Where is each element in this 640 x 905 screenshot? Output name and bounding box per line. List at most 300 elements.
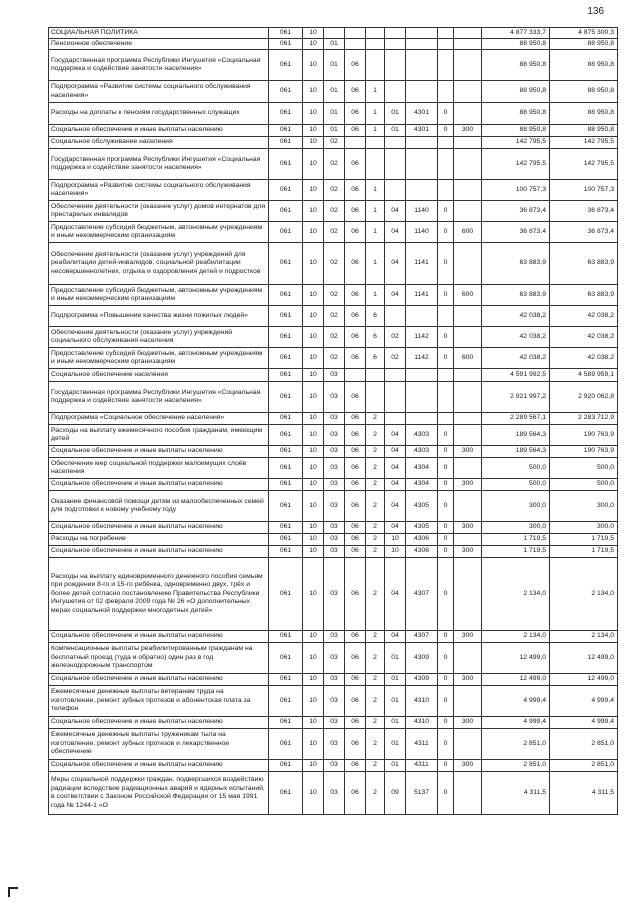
expense-type-cell: 300: [454, 546, 482, 558]
extra-code-cell: 0: [438, 125, 454, 137]
ministry-code-cell: 061: [269, 760, 303, 772]
amount-2-cell: 4 311,5: [550, 772, 618, 815]
row-name-cell: Подпрограмма «Развитие системы социального обслуживания населения»: [49, 81, 269, 103]
subprogram-code-cell: [366, 137, 385, 149]
subprogram-code-cell: 2: [366, 458, 385, 479]
expense-type-cell: 300: [454, 446, 482, 458]
row-name-cell: Социальное обеспечение и иные выплаты населению: [49, 546, 269, 558]
row-name-cell: Расходы на доплаты к пенсиям государственных служащих: [49, 103, 269, 125]
subprogram-code-cell: 6: [366, 306, 385, 327]
program-code-cell: 06: [345, 382, 366, 413]
amount-2-cell: 142 795,5: [550, 137, 618, 149]
ministry-code-cell: 061: [269, 425, 303, 446]
row-name-cell: Обеспечение деятельности (оказание услуг) учреждений социального обслуживания населения: [49, 327, 269, 348]
amount-1-cell: 12 499,0: [482, 674, 550, 686]
row-name-cell: Обеспечение деятельности (оказание услуг) домов интернатов для престарелых инвалидов: [49, 201, 269, 222]
program-code-cell: 06: [345, 479, 366, 491]
amount-2-cell: 88 950,8: [550, 125, 618, 137]
expense-type-cell: [454, 243, 482, 285]
program-code-cell: 06: [345, 125, 366, 137]
subprogram-code-cell: 1: [366, 81, 385, 103]
subprogram-code-cell: 2: [366, 717, 385, 729]
amount-1-cell: 2 134,0: [482, 558, 550, 631]
page-number: 136: [587, 6, 604, 17]
table-row: [49, 643, 618, 674]
subprogram-code-cell: [366, 149, 385, 180]
amount-1-cell: 63 883,9: [482, 243, 550, 285]
ministry-code-cell: 061: [269, 772, 303, 815]
direction-code-cell: 1142: [406, 348, 438, 369]
section-code-cell: 10: [303, 446, 324, 458]
amount-2-cell: 12 499,0: [550, 674, 618, 686]
amount-1-cell: 1 719,5: [482, 546, 550, 558]
table-row: [49, 81, 618, 103]
amount-1-cell: 2 851,0: [482, 760, 550, 772]
extra-code-cell: 0: [438, 458, 454, 479]
activity-code-cell: 01: [385, 760, 406, 772]
direction-code-cell: [406, 180, 438, 201]
amount-1-cell: 4 999,4: [482, 686, 550, 717]
direction-code-cell: 4311: [406, 729, 438, 760]
direction-code-cell: [406, 369, 438, 382]
amount-1-cell: 88 950,8: [482, 81, 550, 103]
amount-2-cell: 142 795,5: [550, 149, 618, 180]
table-row: [49, 760, 618, 772]
expense-type-cell: [454, 306, 482, 327]
subprogram-code-cell: 2: [366, 534, 385, 546]
section-code-cell: 10: [303, 306, 324, 327]
ministry-code-cell: 061: [269, 546, 303, 558]
ministry-code-cell: 061: [269, 306, 303, 327]
activity-code-cell: 04: [385, 243, 406, 285]
ministry-code-cell: 061: [269, 103, 303, 125]
activity-code-cell: 04: [385, 285, 406, 306]
program-code-cell: 06: [345, 729, 366, 760]
section-code-cell: 10: [303, 674, 324, 686]
expense-type-cell: [454, 772, 482, 815]
program-code-cell: 06: [345, 222, 366, 243]
extra-code-cell: [438, 369, 454, 382]
ministry-code-cell: 061: [269, 39, 303, 50]
row-name-cell: Расходы на погребение: [49, 534, 269, 546]
expense-type-cell: [454, 149, 482, 180]
subsection-code-cell: 01: [324, 125, 345, 137]
section-code-cell: 10: [303, 103, 324, 125]
extra-code-cell: [438, 382, 454, 413]
budget-table: [48, 27, 618, 815]
direction-code-cell: [406, 28, 438, 39]
extra-code-cell: 0: [438, 534, 454, 546]
amount-2-cell: 36 873,4: [550, 201, 618, 222]
amount-2-cell: 88 950,8: [550, 39, 618, 50]
row-name-cell: Социальное обеспечение и иные выплаты населению: [49, 674, 269, 686]
activity-code-cell: 04: [385, 558, 406, 631]
ministry-code-cell: 061: [269, 631, 303, 643]
amount-2-cell: 42 038,2: [550, 306, 618, 327]
row-name-cell: Обеспечение деятельности (оказание услуг) учреждений для реабилитации детей-инвалидов, социальной реабилитации несовершеннолетних, отдыха и оздоровления детей и подростков: [49, 243, 269, 285]
activity-code-cell: 04: [385, 425, 406, 446]
extra-code-cell: 0: [438, 546, 454, 558]
amount-1-cell: 12 499,0: [482, 643, 550, 674]
activity-code-cell: [385, 81, 406, 103]
amount-2-cell: 4 999,4: [550, 717, 618, 729]
amount-2-cell: 2 920 062,8: [550, 382, 618, 413]
amount-2-cell: 1 719,5: [550, 546, 618, 558]
extra-code-cell: [438, 149, 454, 180]
ministry-code-cell: 061: [269, 491, 303, 522]
activity-code-cell: 04: [385, 631, 406, 643]
amount-1-cell: 100 757,3: [482, 180, 550, 201]
extra-code-cell: 0: [438, 674, 454, 686]
section-code-cell: 10: [303, 382, 324, 413]
row-name-cell: Государственная программа Республики Ингушетия «Социальная поддержка и содействие занятости населения»: [49, 149, 269, 180]
direction-code-cell: 1142: [406, 327, 438, 348]
activity-code-cell: [385, 382, 406, 413]
subsection-code-cell: 03: [324, 643, 345, 674]
row-name-cell: Социальное обеспечение и иные выплаты населению: [49, 760, 269, 772]
table-row: [49, 28, 618, 39]
subprogram-code-cell: [366, 39, 385, 50]
amount-2-cell: 2 134,0: [550, 631, 618, 643]
direction-code-cell: 5137: [406, 772, 438, 815]
program-code-cell: 06: [345, 285, 366, 306]
program-code-cell: 06: [345, 201, 366, 222]
program-code-cell: 06: [345, 81, 366, 103]
expense-type-cell: [454, 425, 482, 446]
section-code-cell: 10: [303, 479, 324, 491]
expense-type-cell: [454, 137, 482, 149]
extra-code-cell: [438, 180, 454, 201]
amount-1-cell: 2 134,0: [482, 631, 550, 643]
expense-type-cell: 300: [454, 717, 482, 729]
ministry-code-cell: 061: [269, 149, 303, 180]
subsection-code-cell: 03: [324, 717, 345, 729]
amount-2-cell: 1 719,5: [550, 534, 618, 546]
ministry-code-cell: 061: [269, 413, 303, 425]
program-code-cell: 06: [345, 772, 366, 815]
ministry-code-cell: 061: [269, 28, 303, 39]
ministry-code-cell: 061: [269, 285, 303, 306]
extra-code-cell: 0: [438, 327, 454, 348]
expense-type-cell: 300: [454, 125, 482, 137]
row-name-cell: Государственная программа Республики Ингушетия «Социальная поддержка и содействие занятости населения»: [49, 50, 269, 81]
subsection-code-cell: 01: [324, 39, 345, 50]
amount-2-cell: 4 999,4: [550, 686, 618, 717]
expense-type-cell: [454, 103, 482, 125]
section-code-cell: 10: [303, 458, 324, 479]
extra-code-cell: 0: [438, 631, 454, 643]
binding-corner-mark: [8, 887, 18, 897]
subprogram-code-cell: [366, 50, 385, 81]
subsection-code-cell: 02: [324, 137, 345, 149]
extra-code-cell: 0: [438, 558, 454, 631]
subprogram-code-cell: 2: [366, 760, 385, 772]
amount-1-cell: 4 591 992,5: [482, 369, 550, 382]
program-code-cell: [345, 137, 366, 149]
table-row: [49, 558, 618, 631]
subprogram-code-cell: 2: [366, 546, 385, 558]
amount-1-cell: 189 564,3: [482, 425, 550, 446]
activity-code-cell: [385, 180, 406, 201]
row-name-cell: Предоставление субсидий бюджетным, автономным учреждениям и иным некоммерческим организациям: [49, 222, 269, 243]
program-code-cell: 06: [345, 348, 366, 369]
amount-2-cell: 42 038,2: [550, 327, 618, 348]
activity-code-cell: 01: [385, 643, 406, 674]
table-row: [49, 243, 618, 285]
amount-2-cell: 12 499,0: [550, 643, 618, 674]
expense-type-cell: [454, 81, 482, 103]
subprogram-code-cell: 6: [366, 327, 385, 348]
table-row: [49, 149, 618, 180]
subsection-code-cell: 01: [324, 81, 345, 103]
direction-code-cell: 4310: [406, 717, 438, 729]
direction-code-cell: [406, 413, 438, 425]
amount-2-cell: 4 875 300,3: [550, 28, 618, 39]
table-row: [49, 674, 618, 686]
amount-2-cell: 500,0: [550, 479, 618, 491]
amount-1-cell: 88 950,8: [482, 50, 550, 81]
expense-type-cell: [454, 643, 482, 674]
section-code-cell: 10: [303, 28, 324, 39]
row-name-cell: Предоставление субсидий бюджетным, автономным учреждениям и иным некоммерческим организациям: [49, 348, 269, 369]
row-name-cell: Обеспечение мер социальной поддержки малоимущих слоёв населения: [49, 458, 269, 479]
amount-1-cell: 4 999,4: [482, 717, 550, 729]
subprogram-code-cell: 2: [366, 729, 385, 760]
amount-1-cell: 300,0: [482, 491, 550, 522]
extra-code-cell: 0: [438, 103, 454, 125]
expense-type-cell: [454, 180, 482, 201]
amount-2-cell: 190 763,9: [550, 425, 618, 446]
ministry-code-cell: 061: [269, 348, 303, 369]
amount-1-cell: 4 877 333,7: [482, 28, 550, 39]
program-code-cell: 06: [345, 458, 366, 479]
subprogram-code-cell: [366, 382, 385, 413]
subprogram-code-cell: [366, 369, 385, 382]
direction-code-cell: [406, 39, 438, 50]
amount-2-cell: 88 950,8: [550, 50, 618, 81]
direction-code-cell: [406, 149, 438, 180]
program-code-cell: 06: [345, 686, 366, 717]
table-row: [49, 348, 618, 369]
activity-code-cell: [385, 149, 406, 180]
table-row: [49, 479, 618, 491]
ministry-code-cell: 061: [269, 180, 303, 201]
subprogram-code-cell: 2: [366, 522, 385, 534]
activity-code-cell: 04: [385, 491, 406, 522]
ministry-code-cell: 061: [269, 201, 303, 222]
amount-1-cell: 88 950,8: [482, 39, 550, 50]
section-code-cell: 10: [303, 327, 324, 348]
direction-code-cell: [406, 50, 438, 81]
subprogram-code-cell: 2: [366, 643, 385, 674]
subsection-code-cell: 03: [324, 558, 345, 631]
ministry-code-cell: 061: [269, 125, 303, 137]
activity-code-cell: 01: [385, 729, 406, 760]
row-name-cell: Подпрограмма «Социальное обеспечение населения»: [49, 413, 269, 425]
activity-code-cell: [385, 413, 406, 425]
table-row: [49, 631, 618, 643]
row-name-cell: Социальное обеспечение и иные выплаты населению: [49, 125, 269, 137]
activity-code-cell: 04: [385, 458, 406, 479]
table-row: [49, 369, 618, 382]
subsection-code-cell: 02: [324, 180, 345, 201]
ministry-code-cell: 061: [269, 674, 303, 686]
extra-code-cell: 0: [438, 446, 454, 458]
activity-code-cell: 01: [385, 717, 406, 729]
row-name-cell: Расходы на выплату ежемесячного пособия гражданам, имеющим детей: [49, 425, 269, 446]
direction-code-cell: 1141: [406, 285, 438, 306]
direction-code-cell: 4304: [406, 458, 438, 479]
subprogram-code-cell: 2: [366, 631, 385, 643]
subsection-code-cell: 03: [324, 446, 345, 458]
subsection-code-cell: 03: [324, 425, 345, 446]
subsection-code-cell: 02: [324, 201, 345, 222]
row-name-cell: Социальное обеспечение и иные выплаты населению: [49, 631, 269, 643]
subprogram-code-cell: 1: [366, 201, 385, 222]
subprogram-code-cell: 2: [366, 425, 385, 446]
ministry-code-cell: 061: [269, 729, 303, 760]
subprogram-code-cell: 2: [366, 479, 385, 491]
table-row: [49, 201, 618, 222]
expense-type-cell: 300: [454, 760, 482, 772]
table-row: [49, 327, 618, 348]
expense-type-cell: 600: [454, 285, 482, 306]
subsection-code-cell: 03: [324, 522, 345, 534]
extra-code-cell: 0: [438, 772, 454, 815]
row-name-cell: Социальное обеспечение и иные выплаты населению: [49, 522, 269, 534]
subsection-code-cell: 01: [324, 103, 345, 125]
subsection-code-cell: 03: [324, 534, 345, 546]
program-code-cell: 06: [345, 180, 366, 201]
amount-1-cell: 88 950,8: [482, 125, 550, 137]
expense-type-cell: [454, 39, 482, 50]
direction-code-cell: 1141: [406, 243, 438, 285]
program-code-cell: [345, 28, 366, 39]
section-code-cell: 10: [303, 201, 324, 222]
extra-code-cell: 0: [438, 760, 454, 772]
table-row: [49, 180, 618, 201]
section-code-cell: 10: [303, 149, 324, 180]
subsection-code-cell: 03: [324, 631, 345, 643]
row-name-cell: Социальное обеспечение и иные выплаты населению: [49, 717, 269, 729]
amount-2-cell: 42 038,2: [550, 348, 618, 369]
subsection-code-cell: [324, 28, 345, 39]
subprogram-code-cell: 1: [366, 243, 385, 285]
extra-code-cell: 0: [438, 717, 454, 729]
table-row: [49, 446, 618, 458]
amount-2-cell: 2 851,0: [550, 760, 618, 772]
amount-2-cell: 300,0: [550, 491, 618, 522]
table-row: [49, 686, 618, 717]
section-code-cell: 10: [303, 643, 324, 674]
section-code-cell: 10: [303, 717, 324, 729]
table-row: [49, 491, 618, 522]
amount-2-cell: 63 883,9: [550, 285, 618, 306]
row-name-cell: Социальное обслуживание населения: [49, 137, 269, 149]
extra-code-cell: [438, 28, 454, 39]
activity-code-cell: 10: [385, 546, 406, 558]
amount-2-cell: 88 950,8: [550, 103, 618, 125]
expense-type-cell: [454, 50, 482, 81]
direction-code-cell: 4310: [406, 686, 438, 717]
subsection-code-cell: 03: [324, 674, 345, 686]
program-code-cell: 06: [345, 50, 366, 81]
row-name-cell: Государственная программа Республики Ингушетия «Социальная поддержка и содействие занятости населения»: [49, 382, 269, 413]
amount-1-cell: 2 921 997,2: [482, 382, 550, 413]
extra-code-cell: 0: [438, 491, 454, 522]
row-name-cell: Компенсационные выплаты реабилитированным гражданам на бесплатный проезд (туда и обратно) один раз в год железнодорожным транспортом: [49, 643, 269, 674]
section-code-cell: 10: [303, 522, 324, 534]
subsection-code-cell: 02: [324, 327, 345, 348]
expense-type-cell: [454, 729, 482, 760]
row-name-cell: Социальное обеспечение населения: [49, 369, 269, 382]
subsection-code-cell: 03: [324, 760, 345, 772]
program-code-cell: 06: [345, 674, 366, 686]
amount-1-cell: 500,0: [482, 458, 550, 479]
program-code-cell: 06: [345, 558, 366, 631]
expense-type-cell: 300: [454, 631, 482, 643]
amount-1-cell: 88 950,8: [482, 103, 550, 125]
activity-code-cell: 02: [385, 348, 406, 369]
extra-code-cell: 0: [438, 222, 454, 243]
direction-code-cell: 4304: [406, 479, 438, 491]
row-name-cell: Предоставление субсидий бюджетным, автономным учреждениям и иным некоммерческим организациям: [49, 285, 269, 306]
direction-code-cell: 4307: [406, 558, 438, 631]
table-row: [49, 306, 618, 327]
subprogram-code-cell: 6: [366, 348, 385, 369]
row-name-cell: Ежемесячные денежные выплаты труженикам тыла на изготовление, ремонт зубных протезов и лекарственное обеспечение: [49, 729, 269, 760]
ministry-code-cell: 061: [269, 81, 303, 103]
activity-code-cell: [385, 28, 406, 39]
section-code-cell: 10: [303, 534, 324, 546]
subsection-code-cell: 03: [324, 479, 345, 491]
subprogram-code-cell: 2: [366, 558, 385, 631]
section-code-cell: 10: [303, 39, 324, 50]
table-row: [49, 546, 618, 558]
table-row: [49, 729, 618, 760]
subprogram-code-cell: 2: [366, 772, 385, 815]
section-code-cell: 10: [303, 413, 324, 425]
direction-code-cell: 4303: [406, 446, 438, 458]
activity-code-cell: 04: [385, 522, 406, 534]
table-row: [49, 285, 618, 306]
ministry-code-cell: 061: [269, 137, 303, 149]
direction-code-cell: 4307: [406, 631, 438, 643]
table-row: [49, 534, 618, 546]
program-code-cell: 06: [345, 327, 366, 348]
section-code-cell: 10: [303, 243, 324, 285]
subprogram-code-cell: 1: [366, 285, 385, 306]
expense-type-cell: 300: [454, 674, 482, 686]
row-name-cell: Расходы на выплату единовременного денежного пособия семьям при рождении 8-го и 15-го ребёнка, одновременно двух, трёх и более детей согласно постановлению Правительства Республики Ингушетия от 02 февраля 2009 года № 26 «О дополнительных мерах социальной поддержки многодетных детей»: [49, 558, 269, 631]
extra-code-cell: [438, 413, 454, 425]
section-code-cell: 10: [303, 491, 324, 522]
subprogram-code-cell: 2: [366, 686, 385, 717]
extra-code-cell: 0: [438, 243, 454, 285]
amount-1-cell: 300,0: [482, 522, 550, 534]
amount-1-cell: 36 873,4: [482, 201, 550, 222]
row-name-cell: Пенсионное обеспечение: [49, 39, 269, 50]
amount-1-cell: 42 038,2: [482, 327, 550, 348]
section-code-cell: 10: [303, 81, 324, 103]
section-code-cell: 10: [303, 348, 324, 369]
extra-code-cell: 0: [438, 285, 454, 306]
subprogram-code-cell: 2: [366, 491, 385, 522]
amount-1-cell: 42 038,2: [482, 306, 550, 327]
ministry-code-cell: 061: [269, 558, 303, 631]
expense-type-cell: [454, 201, 482, 222]
amount-1-cell: 4 311,5: [482, 772, 550, 815]
